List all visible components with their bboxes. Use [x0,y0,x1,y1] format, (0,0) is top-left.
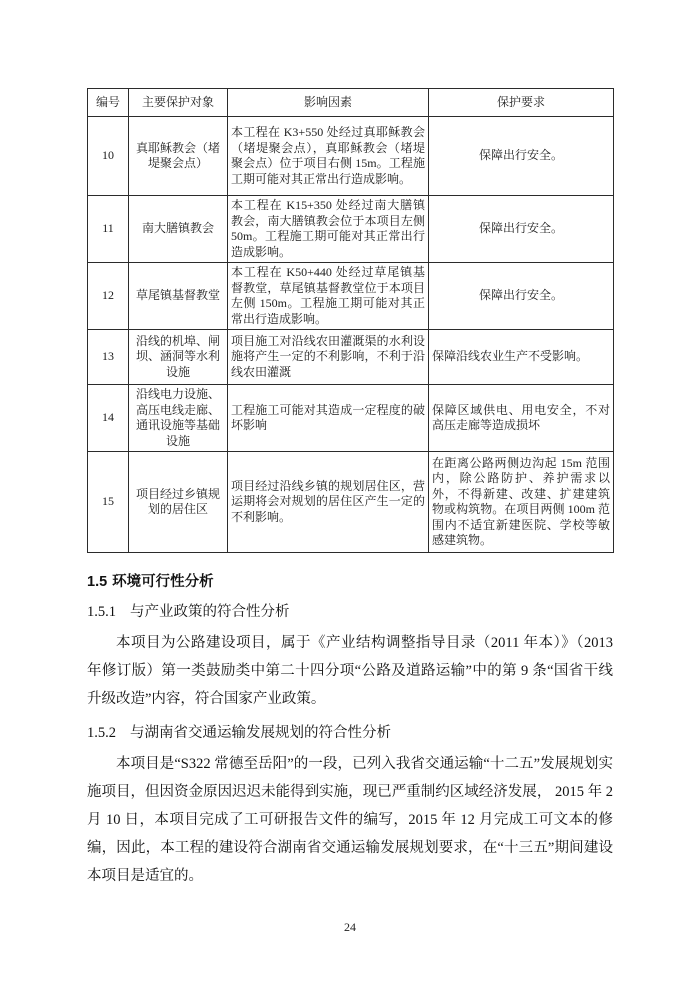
section-title: 环境可行性分析 [112,574,214,590]
section-title: 与产业政策的符合性分析 [130,604,290,620]
cell-requirement: 保障出行安全。 [429,196,614,263]
cell-object: 真耶稣教会（堵堤聚会点） [129,117,228,196]
cell-impact: 项目经过沿线乡镇的规划居住区，营运期将会对规划的居住区产生一定的不利影响。 [228,452,429,553]
document-page-content [87,88,613,890]
cell-requirement: 保障沿线农业生产不受影响。 [429,330,614,385]
cell-requirement: 在距离公路两侧边沟起 15m 范围内，除公路防护、养护需求以外，不得新建、改建、扩建建筑物或构筑物。在项目两侧 100m 范围内不适宜新建医院、学校等敏感建筑物。 [429,452,614,553]
page-number: 24 [344,920,356,934]
cell-requirement: 保障区域供电、用电安全，不对高压走廊等造成损坏 [429,385,614,452]
cell-requirement: 保障出行安全。 [429,263,614,330]
cell-object: 沿线电力设施、高压电线走廊、通讯设施等基础设施 [129,385,228,452]
table-row [88,263,614,330]
column-header-requirement: 保护要求 [429,89,614,117]
cell-impact: 本工程在 K3+550 处经过真耶稣教会（堵堤聚会点），真耶稣教会（堵堤聚会点）位于项目右侧 15m。工程施工期可能对其正常出行造成影响。 [228,117,429,196]
section-number: 1.5.2 [87,725,116,741]
section-number: 1.5.1 [87,604,116,620]
section-title: 与湖南省交通运输发展规划的符合性分析 [130,725,391,741]
table-row [88,330,614,385]
table-row [88,452,614,553]
paragraph-transport-plan: 本项目是“S322 常德至岳阳”的一段，已列入我省交通运输“十二五”发展规划实施项目，但因资金原因迟迟未能得到实施，现已严重制约区域经济发展， 2015 年 2 月 10 日，本项目完成了工可研报告文件的编写，2015 年 12 月完成工可文本的修编，因此，本工程的建设符合湖南省交通运输发展规划要求，在“十三五”期间建设本项目是适宜的。 [87,756,613,884]
cell-id: 13 [88,330,129,385]
table-header-row [88,89,614,117]
table-row [88,196,614,263]
section-number: 1.5 [87,574,108,590]
cell-impact: 项目施工对沿线农田灌溉渠的水利设施将产生一定的不利影响，不利于沿线农田灌溉 [228,330,429,385]
protection-objects-table [87,88,614,553]
table-row [88,117,614,196]
column-header-id: 编号 [88,89,129,117]
column-header-object: 主要保护对象 [129,89,228,117]
cell-object: 项目经过乡镇规划的居住区 [129,452,228,553]
paragraph-industry-policy: 本项目为公路建设项目，属于《产业结构调整指导目录（2011 年本）》（2013 年修订版）第一类鼓励类中第二十四分项“公路及道路运输”中的第 9 条“国省干线升级改造”内容，符合国家产业政策。 [87,635,613,707]
table-row [88,385,614,452]
section-heading-1-5-1 [87,602,613,622]
cell-id: 15 [88,452,129,553]
cell-id: 12 [88,263,129,330]
cell-id: 10 [88,117,129,196]
cell-object: 沿线的机埠、闸坝、涵洞等水利设施 [129,330,228,385]
cell-impact: 本工程在 K50+440 处经过草尾镇基督教堂，草尾镇基督教堂位于本项目左侧 150m。工程施工期可能对其正常出行造成影响。 [228,263,429,330]
cell-object: 南大膳镇教会 [129,196,228,263]
cell-id: 14 [88,385,129,452]
cell-object: 草尾镇基督教堂 [129,263,228,330]
cell-impact: 本工程在 K15+350 处经过南大膳镇教会，南大膳镇教会位于本项目左侧 50m。工程施工期可能对其正常出行造成影响。 [228,196,429,263]
section-heading-1-5 [87,572,613,592]
cell-impact: 工程施工可能对其造成一定程度的破坏影响 [228,385,429,452]
cell-requirement: 保障出行安全。 [429,117,614,196]
column-header-impact: 影响因素 [228,89,429,117]
section-heading-1-5-2 [87,723,613,743]
cell-id: 11 [88,196,129,263]
